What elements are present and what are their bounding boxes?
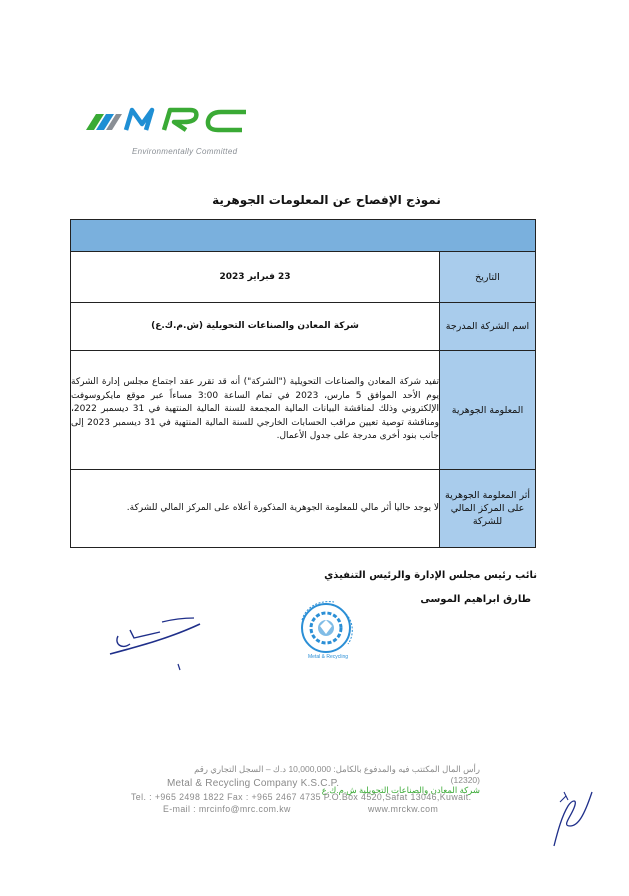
signatory-title: نائب رئيس مجلس الإدارة والرئيس التنفيذي bbox=[324, 570, 537, 581]
table-row bbox=[71, 303, 536, 351]
document-title: نموذج الإفصاح عن المعلومات الجوهرية bbox=[212, 193, 441, 207]
row-label-company: اسم الشركة المدرجة bbox=[440, 303, 536, 351]
footer-capital-line: رأس المال المكتتب فيه والمدفوع بالكامل: 10,000,000 د.ك – السجل التجاري رقم (12320) شركة المعادن والصناعات التحويلية ش.م.ك.ع bbox=[194, 764, 480, 795]
handwritten-initials bbox=[548, 786, 598, 848]
row-label-date: التاريخ bbox=[440, 252, 536, 303]
table-row bbox=[71, 470, 536, 548]
row-value-company: شركة المعادن والصناعات التحويلية (ش.م.ك.ع) bbox=[71, 303, 440, 351]
signatory-name: طارق ابراهيم الموسى bbox=[420, 594, 531, 605]
footer-contact: Tel. : +965 2498 1822 Fax : +965 2467 4735 P.O.Box 4520,Safat 13046,Kuwait. bbox=[131, 792, 472, 802]
row-value-material-info: تفيد شركة المعادن والصناعات التحويلية ("الشركة") أنه قد تقرر عقد اجتماع مجلس إدارة الشركة يوم الأحد الموافق 5 مارس، 2023 في تمام الساعة 3:00 مساءاً عبر موقع مايكروسوفت الإلكتروني وذلك لمناقشة البيانات المالية المجمعة للسنة المالية المنتهية في 31 ديسمبر 2022، ومناقشة توصية تعيين مراقب الحسابات الخارجي للسنة المالية المنتهية في 31 ديسمبر 2023 إلى جانب بنود أخرى مدرجة على جدول الأعمال. bbox=[71, 351, 440, 470]
footer-email: E-mail : mrcinfo@mrc.com.kw bbox=[163, 804, 291, 814]
logo-tagline: Environmentally Committed bbox=[132, 147, 238, 156]
row-label-financial-impact: أثر المعلومة الجوهرية على المركز المالي للشركة bbox=[440, 470, 536, 548]
footer-company-en: Metal & Recycling Company K.S.C.P. bbox=[167, 778, 340, 789]
svg-text:Metal & Recycling: Metal & Recycling bbox=[308, 654, 349, 660]
row-value-financial-impact: لا يوجد حاليا أثر مالي للمعلومة الجوهرية المذكورة أعلاه على المركز المالي للشركة. bbox=[71, 470, 440, 548]
row-value-date: 23 فبراير 2023 bbox=[71, 252, 440, 303]
table-header-row bbox=[71, 220, 536, 252]
disclosure-table bbox=[70, 219, 536, 548]
row-label-material-info: المعلومة الجوهرية bbox=[440, 351, 536, 470]
company-stamp bbox=[296, 596, 370, 660]
table-row bbox=[71, 252, 536, 303]
handwritten-signature bbox=[100, 596, 210, 676]
footer-website: www.mrckw.com bbox=[368, 804, 439, 814]
table-row bbox=[71, 351, 536, 470]
